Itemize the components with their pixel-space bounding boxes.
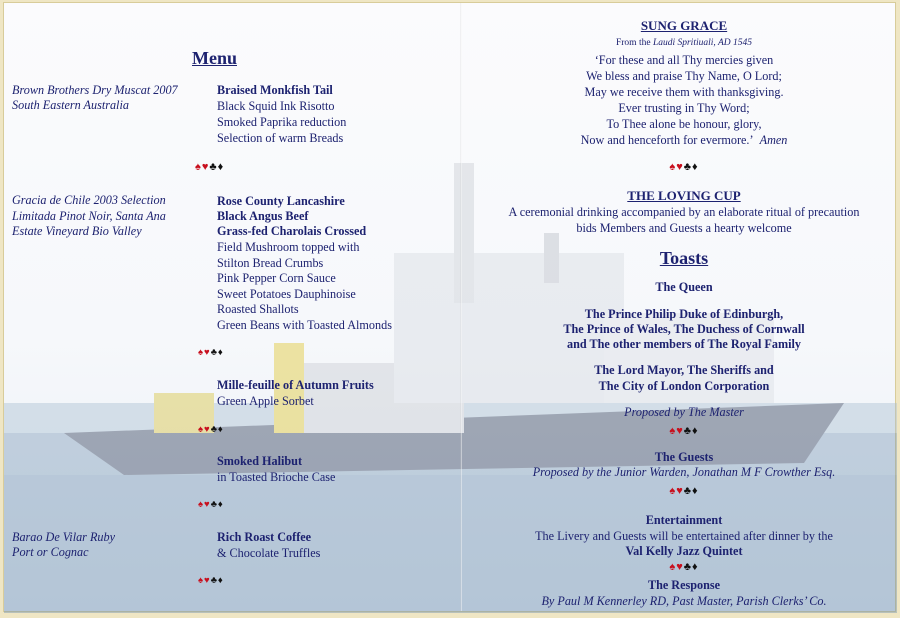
loving-cup-line: A ceremonial drinking accompanied by an elaborate ritual of precaution (508, 205, 860, 219)
grace-line: ‘For these and all Thy mercies given (594, 53, 774, 67)
course-2-line: Stilton Bread Crumbs (217, 256, 324, 270)
card-suits-divider (474, 425, 894, 437)
diamond-icon: ♦ (217, 576, 224, 586)
spade-icon: ♠ (198, 576, 205, 586)
course-5-line: & Chocolate Truffles (217, 546, 321, 560)
entertainment-band: Val Kelly Jazz Quintet (625, 544, 743, 558)
toast-royal-line: The Prince of Wales, The Duchess of Cornwall (563, 322, 805, 336)
course-3-line: Green Apple Sorbet (217, 394, 314, 408)
card-suits-divider (474, 485, 894, 497)
response-title: The Response (647, 578, 721, 592)
course-1-line: Black Squid Ink Risotto (217, 99, 335, 113)
toasts-title: Toasts (659, 248, 709, 268)
grace-source (474, 37, 894, 49)
club-icon: ♣ (683, 425, 692, 437)
course-3-title: Mille-feuille of Autumn Fruits (217, 378, 374, 392)
club-icon: ♣ (209, 161, 218, 173)
course-2-line: Roasted Shallots (217, 302, 299, 316)
grace-amen: Amen (759, 133, 788, 147)
course-1-line: Smoked Paprika reduction (217, 115, 347, 129)
wine-2-line: Estate Vineyard Bio Valley (12, 224, 142, 238)
course-2-title: Grass-fed Charolais Crossed (217, 224, 367, 238)
menu-title: Menu (192, 48, 237, 68)
toast-queen: The Queen (655, 280, 713, 294)
diamond-icon: ♦ (691, 161, 699, 173)
club-icon: ♣ (210, 348, 218, 358)
heart-icon: ♥ (676, 485, 684, 497)
course-2-line: Pink Pepper Corn Sauce (217, 271, 336, 285)
grace-line: To Thee alone be honour, glory, (606, 117, 762, 131)
diamond-icon: ♦ (691, 425, 699, 437)
grace-last-line (474, 133, 894, 149)
course-5-title: Rich Roast Coffee (217, 530, 312, 544)
card-suits-divider (198, 348, 224, 358)
course-2-line: Green Beans with Toasted Almonds (217, 318, 392, 332)
diamond-icon: ♦ (217, 425, 224, 435)
spade-icon: ♠ (669, 161, 677, 173)
course-2-title: Rose County Lancashire (217, 194, 345, 208)
course-2-title: Black Angus Beef (217, 209, 309, 223)
guests-proposed: Proposed by the Junior Warden, Jonathan M F Crowther Esq. (532, 465, 836, 479)
club-icon: ♣ (683, 561, 692, 573)
course-2-line: Sweet Potatoes Dauphinoise (217, 287, 356, 301)
card-suits-divider (474, 161, 894, 173)
loving-cup-title: THE LOVING CUP (627, 188, 741, 203)
heart-icon: ♥ (204, 425, 211, 435)
diamond-icon: ♦ (217, 348, 224, 358)
entertainment-line: The Livery and Guests will be entertained after dinner by the (535, 529, 833, 543)
card-suits-divider (198, 425, 224, 435)
wine-3-line: Barao De Vilar Ruby (12, 530, 116, 544)
course-2-line: Field Mushroom topped with (217, 240, 360, 254)
spade-icon: ♠ (198, 348, 205, 358)
card-suits-divider (198, 500, 224, 510)
club-icon: ♣ (683, 485, 692, 497)
spade-icon: ♠ (195, 161, 202, 173)
heart-icon: ♥ (204, 348, 211, 358)
grace-title: SUNG GRACE (640, 18, 728, 33)
club-icon: ♣ (210, 500, 218, 510)
heart-icon: ♥ (676, 425, 684, 437)
grace-source-prefix: From the (615, 38, 651, 48)
diamond-icon: ♦ (217, 161, 225, 173)
diamond-icon: ♦ (691, 485, 699, 497)
card-suits-divider (195, 161, 224, 173)
response-line: By Paul M Kennerley RD, Past Master, Parish Clerks’ Co. (541, 594, 827, 608)
spade-icon: ♠ (669, 425, 677, 437)
spade-icon: ♠ (669, 485, 677, 497)
heart-icon: ♥ (204, 500, 211, 510)
wine-3-line: Port or Cognac (12, 545, 89, 559)
course-4-line: in Toasted Brioche Case (217, 470, 336, 484)
proposed-by-master: Proposed by The Master (624, 405, 744, 419)
club-icon: ♣ (683, 161, 692, 173)
course-1-line: Selection of warm Breads (217, 131, 344, 145)
toast-city-line: The City of London Corporation (598, 379, 770, 393)
grace-line: Ever trusting in Thy Word; (618, 101, 750, 115)
spade-icon: ♠ (198, 425, 205, 435)
guests-title: The Guests (654, 450, 714, 464)
grace-line: May we receive them with thanksgiving. (584, 85, 784, 99)
card-suits-divider (474, 561, 894, 573)
toast-royal-line: The Prince Philip Duke of Edinburgh, (584, 307, 784, 321)
wine-1-region: South Eastern Australia (12, 98, 129, 112)
wine-2-line: Limitada Pinot Noir, Santa Ana (12, 209, 166, 223)
grace-source-name: Laudi Spritiuali, AD 1545 (652, 38, 752, 48)
page-fold (460, 3, 462, 611)
entertainment-title: Entertainment (645, 513, 723, 527)
spade-icon: ♠ (198, 500, 205, 510)
club-icon: ♣ (210, 576, 218, 586)
heart-icon: ♥ (201, 161, 210, 173)
loving-cup-line: bids Members and Guests a hearty welcome (576, 221, 792, 235)
heart-icon: ♥ (204, 576, 211, 586)
toast-city-line: The Lord Mayor, The Sheriffs and (594, 363, 774, 377)
course-4-title: Smoked Halibut (217, 454, 302, 468)
toast-royal-line: and The other members of The Royal Family (567, 337, 801, 351)
club-icon: ♣ (210, 425, 218, 435)
grace-line: We bless and praise Thy Name, O Lord; (586, 69, 782, 83)
menu-card (3, 2, 896, 612)
card-suits-divider (198, 576, 224, 586)
diamond-icon: ♦ (691, 561, 699, 573)
heart-icon: ♥ (676, 161, 684, 173)
wine-2-line: Gracia de Chile 2003 Selection (12, 193, 166, 207)
wine-1-name: Brown Brothers Dry Muscat 2007 (12, 83, 178, 97)
grace-last-text: Now and henceforth for evermore.’ (580, 133, 754, 147)
course-1-title: Braised Monkfish Tail (217, 83, 333, 97)
spade-icon: ♠ (669, 561, 677, 573)
heart-icon: ♥ (676, 561, 684, 573)
diamond-icon: ♦ (217, 500, 224, 510)
